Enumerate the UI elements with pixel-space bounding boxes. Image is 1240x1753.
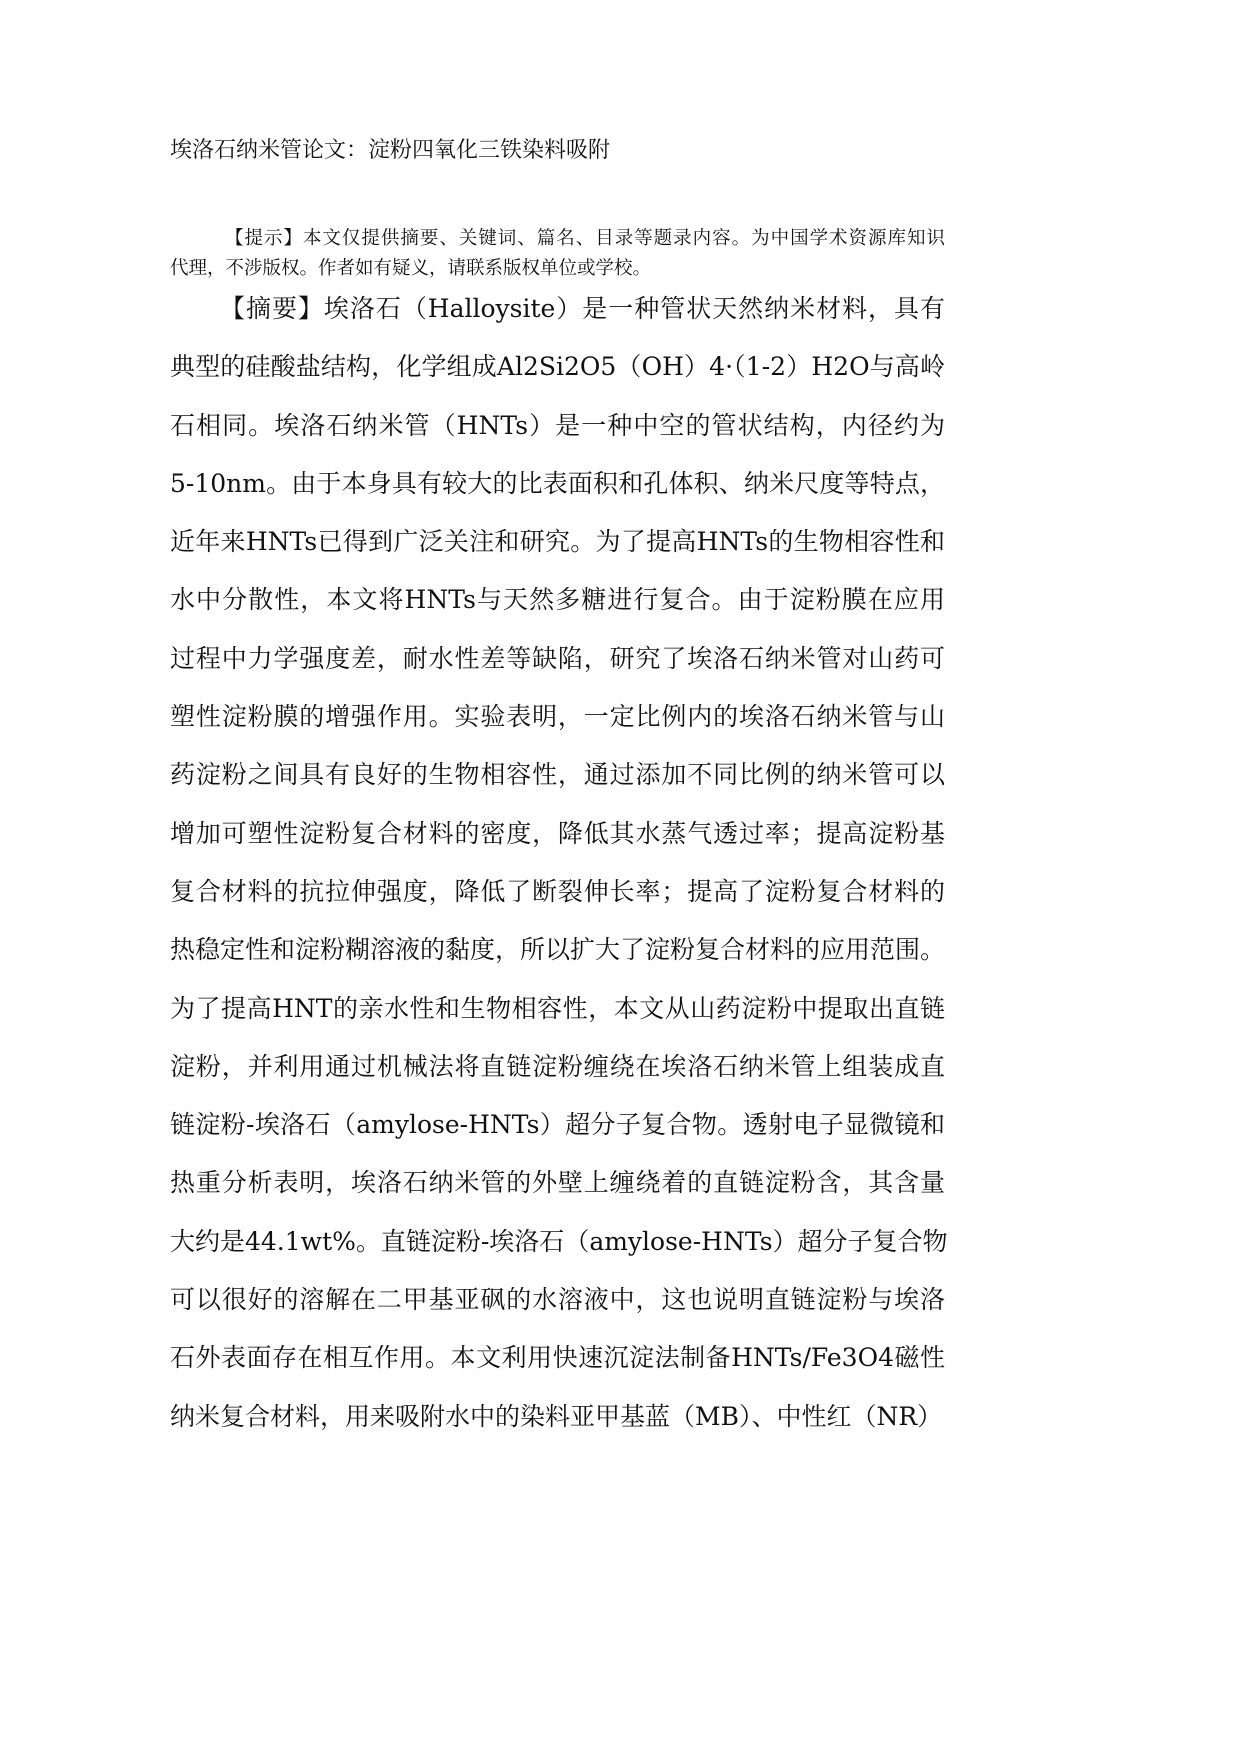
abstract-line: 石外表面存在相互作用。本文利用快速沉淀法制备HNTs/Fe3O4磁性 xyxy=(170,1343,945,1373)
abstract-paragraph xyxy=(170,280,948,1446)
abstract-line: 可以很好的溶解在二甲基亚砜的水溶液中，这也说明直链淀粉与埃洛 xyxy=(170,1285,945,1315)
abstract-line: 药淀粉之间具有良好的生物相容性，通过添加不同比例的纳米管可以 xyxy=(170,760,945,790)
abstract-line: 过程中力学强度差，耐水性差等缺陷，研究了埃洛石纳米管对山药可 xyxy=(170,643,945,673)
abstract-line: 复合材料的抗拉伸强度，降低了断裂伸长率；提高了淀粉复合材料的 xyxy=(170,876,945,906)
copyright-notice xyxy=(170,224,945,284)
abstract-line: 石相同。埃洛石纳米管（HNTs）是一种中空的管状结构，内径约为 xyxy=(170,410,945,440)
abstract-line: 水中分散性，本文将HNTs与天然多糖进行复合。由于淀粉膜在应用 xyxy=(170,585,945,615)
abstract-line: 塑性淀粉膜的增强作用。实验表明，一定比例内的埃洛石纳米管与山 xyxy=(170,702,945,732)
abstract-line: 大约是44.1wt%。直链淀粉-埃洛石（amylose-HNTs）超分子复合物 xyxy=(170,1226,948,1256)
abstract-line: 热稳定性和淀粉糊溶液的黏度，所以扩大了淀粉复合材料的应用范围。 xyxy=(170,935,946,965)
abstract-line: 链淀粉-埃洛石（amylose-HNTs）超分子复合物。透射电子显微镜和 xyxy=(170,1110,945,1140)
notice-line: 【提示】本文仅提供摘要、关键词、篇名、目录等题录内容。为中国学术资源库知识 xyxy=(225,228,945,249)
document-title: 埃洛石纳米管论文：淀粉四氧化三铁染料吸附 xyxy=(170,138,611,163)
abstract-line: 增加可塑性淀粉复合材料的密度，降低其水蒸气透过率；提高淀粉基 xyxy=(170,818,945,848)
abstract-line: 为了提高HNT的亲水性和生物相容性，本文从山药淀粉中提取出直链 xyxy=(170,993,945,1023)
abstract-line: 5-10nm。由于本身具有较大的比表面积和孔体积、纳米尺度等特点， xyxy=(170,468,945,498)
abstract-line: 纳米复合材料，用来吸附水中的染料亚甲基蓝（MB）、中性红（NR） xyxy=(170,1401,943,1431)
abstract-line: 近年来HNTs已得到广泛关注和研究。为了提高HNTs的生物相容性和 xyxy=(170,527,945,557)
abstract-line: 【摘要】埃洛石（Halloysite）是一种管状天然纳米材料，具有 xyxy=(220,294,945,323)
notice-line: 代理，不涉版权。作者如有疑义，请联系版权单位或学校。 xyxy=(170,258,652,279)
abstract-line: 淀粉，并利用通过机械法将直链淀粉缠绕在埃洛石纳米管上组装成直 xyxy=(170,1051,945,1081)
abstract-line: 热重分析表明，埃洛石纳米管的外壁上缠绕着的直链淀粉含，其含量 xyxy=(170,1168,945,1198)
abstract-line: 典型的硅酸盐结构，化学组成Al2Si2O5（OH）4·（1-2）H2O与高岭 xyxy=(170,352,945,382)
